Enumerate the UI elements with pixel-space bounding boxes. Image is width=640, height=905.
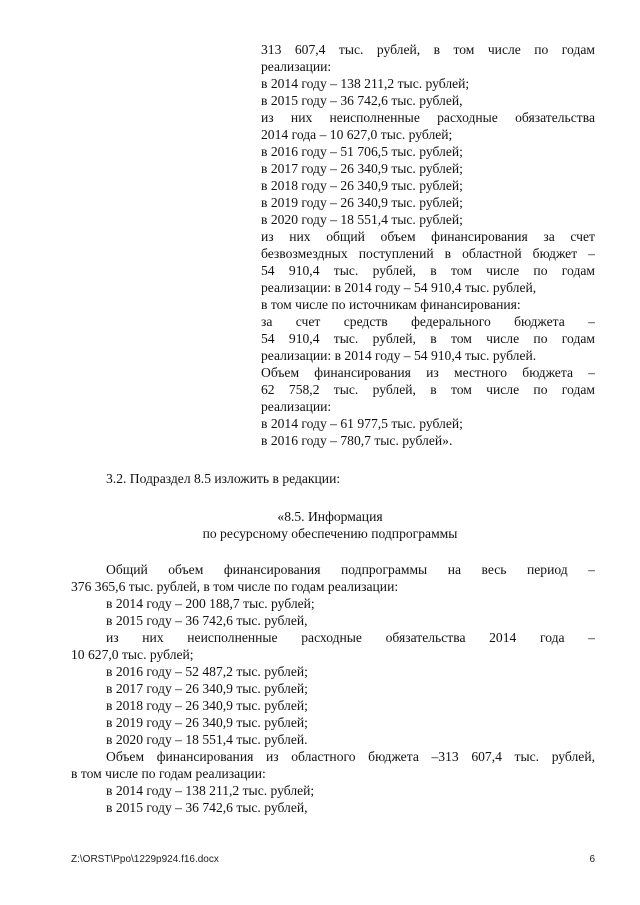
continuation-line: реализации: bbox=[261, 59, 332, 74]
body-line: в 2016 году – 52 487,2 тыс. рублей; bbox=[106, 664, 308, 679]
continuation-line: в 2014 году – 138 211,2 тыс. рублей; bbox=[261, 76, 470, 91]
continuation-line: в 2018 году – 26 340,9 тыс. рублей; bbox=[261, 178, 463, 193]
amendment-line: 3.2. Подраздел 8.5 изложить в редакции: bbox=[106, 471, 341, 486]
continuation-line: в 2017 году – 26 340,9 тыс. рублей; bbox=[261, 161, 463, 176]
section-title: «8.5. Информация bbox=[277, 509, 383, 524]
continuation-line: из них общий объем финансирования за счет bbox=[261, 229, 595, 244]
continuation-line: в 2015 году – 36 742,6 тыс. рублей, bbox=[261, 93, 463, 108]
continuation-line: реализации: в 2014 году – 54 910,4 тыс. рублей. bbox=[261, 348, 537, 363]
continuation-line: в 2019 году – 26 340,9 тыс. рублей; bbox=[261, 195, 463, 210]
continuation-line: 54 910,4 тыс. рублей, в том числе по годам bbox=[261, 331, 595, 346]
body-line: 376 365,6 тыс. рублей, в том числе по годам реализации: bbox=[71, 579, 399, 594]
body-line: в том числе по годам реализации: bbox=[71, 766, 266, 781]
continuation-line: в 2014 году – 61 977,5 тыс. рублей; bbox=[261, 416, 463, 431]
body-line: в 2015 году – 36 742,6 тыс. рублей, bbox=[106, 613, 308, 628]
page-number: 6 bbox=[589, 854, 595, 865]
section-subtitle: по ресурсному обеспечению подпрограммы bbox=[202, 526, 458, 541]
body-line: Объем финансирования из областного бюджета –313 607,4 тыс. рублей, bbox=[106, 749, 595, 764]
continuation-line: за счет средств федерального бюджета – bbox=[261, 314, 595, 329]
body-line: в 2015 году – 36 742,6 тыс. рублей, bbox=[106, 800, 308, 815]
continuation-line: 54 910,4 тыс. рублей, в том числе по годам bbox=[261, 263, 595, 278]
continuation-line: в 2020 году – 18 551,4 тыс. рублей; bbox=[261, 212, 463, 227]
body-line: в 2017 году – 26 340,9 тыс. рублей; bbox=[106, 681, 308, 696]
continuation-line: в 2016 году – 780,7 тыс. рублей». bbox=[261, 433, 453, 448]
continuation-line: в том числе по источникам финансирования: bbox=[261, 297, 521, 312]
continuation-line: 62 758,2 тыс. рублей, в том числе по годам bbox=[261, 382, 595, 397]
body-line: в 2014 году – 200 188,7 тыс. рублей; bbox=[106, 596, 315, 611]
continuation-line: Объем финансирования из местного бюджета – bbox=[261, 365, 595, 380]
continuation-line: безвозмездных поступлений в областной бюджет – bbox=[261, 246, 595, 261]
body-line: в 2018 году – 26 340,9 тыс. рублей; bbox=[106, 698, 308, 713]
footer-file-path: Z:\ORST\Ppo\1229p924.f16.docx bbox=[71, 854, 219, 865]
continuation-line: реализации: в 2014 году – 54 910,4 тыс. рублей, bbox=[261, 280, 537, 295]
continuation-line: реализации: bbox=[261, 399, 332, 414]
body-line: в 2020 году – 18 551,4 тыс. рублей. bbox=[106, 732, 308, 747]
body-line: из них неисполненные расходные обязательства 2014 года – bbox=[106, 630, 595, 645]
continuation-line: 313 607,4 тыс. рублей, в том числе по годам bbox=[261, 42, 595, 57]
continuation-line: в 2016 году – 51 706,5 тыс. рублей; bbox=[261, 144, 463, 159]
body-line: в 2019 году – 26 340,9 тыс. рублей; bbox=[106, 715, 308, 730]
body-line: в 2014 году – 138 211,2 тыс. рублей; bbox=[106, 783, 315, 798]
continuation-line: из них неисполненные расходные обязательства bbox=[261, 110, 595, 125]
body-line: 10 627,0 тыс. рублей; bbox=[71, 647, 194, 662]
body-line: Общий объем финансирования подпрограммы на весь период – bbox=[106, 562, 595, 577]
continuation-line: 2014 года – 10 627,0 тыс. рублей; bbox=[261, 127, 453, 142]
